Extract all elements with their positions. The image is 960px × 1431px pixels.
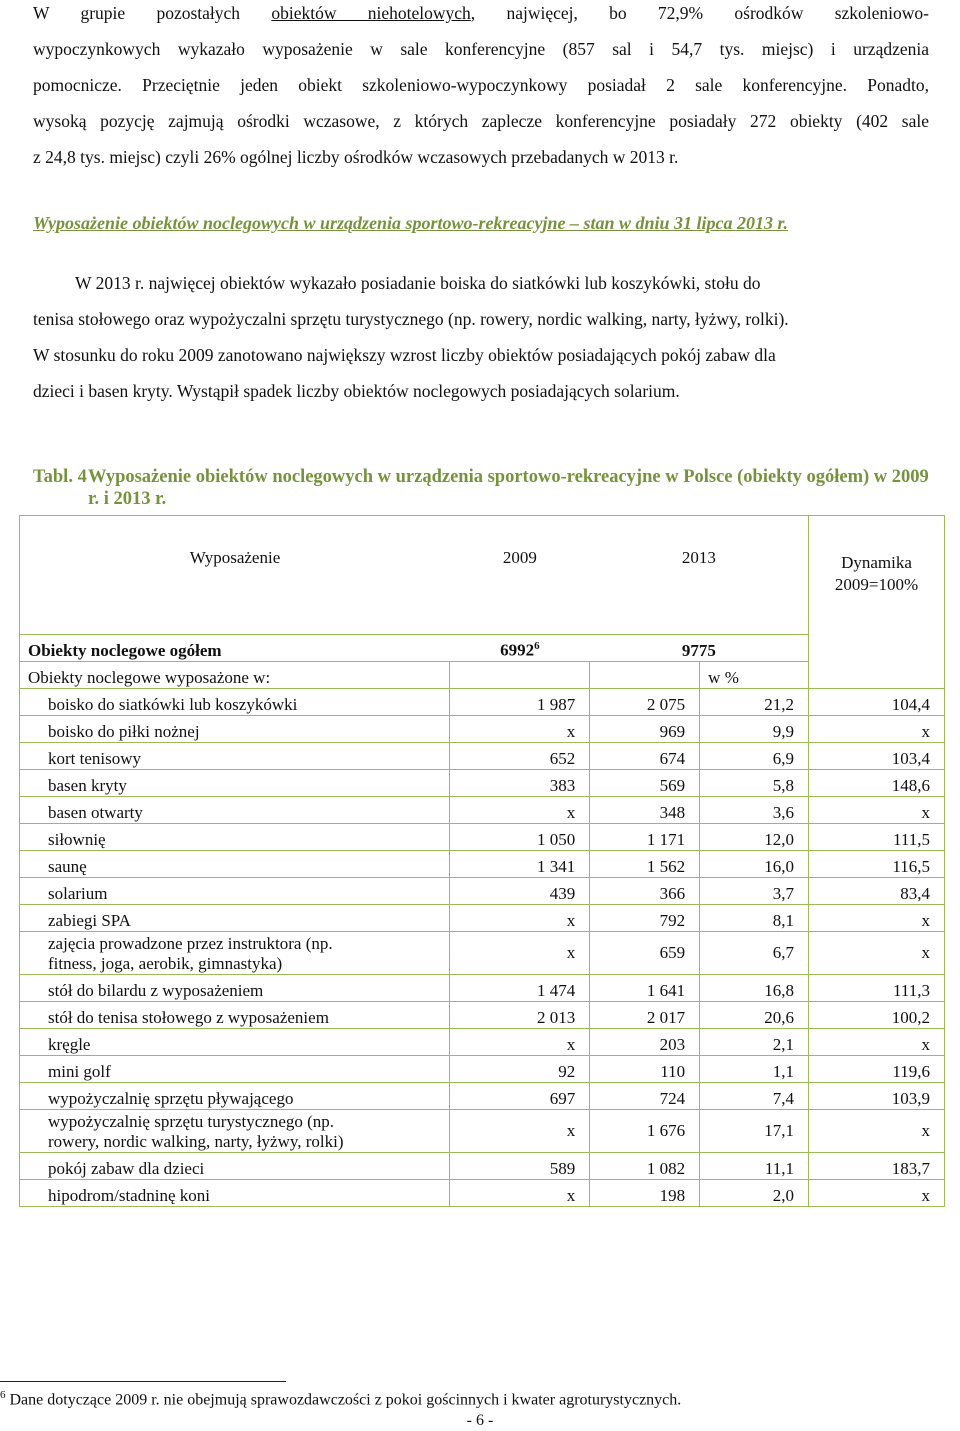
table-row (20, 878, 945, 905)
table-row (20, 689, 945, 716)
table-row (20, 1029, 945, 1056)
intro-line-5: z 24,8 tys. miejsc) czyli 26% ogólnej liczby ośrodków wczasowych przebadanych w 2013 r. (33, 147, 679, 167)
body-paragraph (33, 265, 929, 409)
row-value-2013: 366 (590, 878, 700, 905)
row-value-percent: 3,6 (700, 797, 809, 824)
row-value-dynamics: x (809, 1110, 945, 1153)
row-label: stół do bilardu z wyposażeniem (20, 975, 450, 1002)
table-row (20, 1056, 945, 1083)
row-value-percent: 16,0 (700, 851, 809, 878)
row-value-percent: 3,7 (700, 878, 809, 905)
row-value-dynamics: 111,3 (809, 975, 945, 1002)
row-value-2009: x (450, 905, 590, 932)
table-row (20, 1180, 945, 1207)
header-dynamika (809, 516, 945, 689)
total-label: Obiekty noclegowe ogółem (20, 635, 450, 662)
row-value-percent: 8,1 (700, 905, 809, 932)
row-value-dynamics: 103,4 (809, 743, 945, 770)
row-value-2009: 652 (450, 743, 590, 770)
row-value-2009: 92 (450, 1056, 590, 1083)
equipment-table (19, 515, 945, 1207)
table-caption-text: Wyposażenie obiektów noclegowych w urządzenia sportowo-rekreacyjne w Polsce (obiekty ogółem) w 2009 r. i 2013 r. (88, 467, 929, 509)
row-value-2013: 969 (590, 716, 700, 743)
row-value-2009: 697 (450, 1083, 590, 1110)
row-label: boisko do piłki nożnej (20, 716, 450, 743)
table-row (20, 851, 945, 878)
footnote-text: Dane dotyczące 2009 r. nie obejmują sprawozdawczości z pokoi gościnnych i kwater agroturystycznych. (5, 1391, 682, 1409)
row-label: boisko do siatkówki lub koszykówki (20, 689, 450, 716)
row-value-dynamics: x (809, 1029, 945, 1056)
row-value-percent: 2,1 (700, 1029, 809, 1056)
footnote-separator (0, 1381, 286, 1382)
row-value-2009: x (450, 716, 590, 743)
table-row (20, 743, 945, 770)
total-2009: 6992$^6$ (450, 635, 590, 662)
header-dynamika-base: 2009=100% (834, 575, 919, 594)
table-row (20, 1153, 945, 1180)
row-value-percent: 6,9 (700, 743, 809, 770)
body-line-1: W 2013 r. najwięcej obiektów wykazało posiadanie boiska do siatkówki lub koszykówki, stołu do (75, 273, 761, 293)
table-row (20, 905, 945, 932)
row-label: stół do tenisa stołowego z wyposażeniem (20, 1002, 450, 1029)
section-heading: Wyposażenie obiektów noclegowych w urządzenia sportowo-rekreacyjne – stan w dniu 31 lipca 2013 r. (33, 213, 789, 233)
row-label: hipodrom/stadninę koni (20, 1180, 450, 1207)
row-label-line-2: rowery, nordic walking, narty, łyżwy, rolki) (48, 1132, 344, 1151)
row-value-percent: 20,6 (700, 1002, 809, 1029)
row-label: kręgle (20, 1029, 450, 1056)
row-label-line-1: zajęcia prowadzone przez instruktora (np. (48, 934, 333, 953)
row-value-percent: 17,1 (700, 1110, 809, 1153)
row-label: basen kryty (20, 770, 450, 797)
intro-line-1: W grupie pozostałych obiektów niehotelowych, najwięcej, bo 72,9% ośrodków szkoleniowo- (33, 3, 929, 23)
header-wyposazenie: Wyposażenie (20, 516, 450, 635)
row-value-2009: 1 341 (450, 851, 590, 878)
row-value-percent: 16,8 (700, 975, 809, 1002)
row-label (20, 932, 450, 975)
row-label (20, 1110, 450, 1153)
intro-line-4: wysoką pozycję zajmują ośrodki wczasowe, z których zaplecze konferencyjne posiadały 272 obiekty (402 sale (33, 111, 929, 131)
header-2009: 2009 (450, 516, 590, 635)
row-value-dynamics: 103,9 (809, 1083, 945, 1110)
row-value-2013: 1 171 (590, 824, 700, 851)
table-row (20, 932, 945, 975)
row-value-2009: x (450, 1110, 590, 1153)
row-value-2013: 348 (590, 797, 700, 824)
row-value-dynamics: x (809, 797, 945, 824)
row-value-dynamics: 183,7 (809, 1153, 945, 1180)
table-row (20, 1110, 945, 1153)
body-line-3: W stosunku do roku 2009 zanotowano największy wzrost liczby obiektów posiadających pokój zabaw dla (33, 345, 776, 365)
table-row (20, 716, 945, 743)
footnote-number: 6 (0, 1389, 6, 1401)
table-row (20, 1002, 945, 1029)
row-value-dynamics: x (809, 905, 945, 932)
row-value-2009: 1 474 (450, 975, 590, 1002)
row-value-dynamics: x (809, 716, 945, 743)
row-value-dynamics: 104,4 (809, 689, 945, 716)
table-header-row (20, 516, 945, 635)
row-value-percent: 1,1 (700, 1056, 809, 1083)
row-value-2013: 674 (590, 743, 700, 770)
table-row (20, 975, 945, 1002)
row-value-2013: 1 082 (590, 1153, 700, 1180)
equipped-label: Obiekty noclegowe wyposażone w: (20, 662, 450, 689)
row-value-2013: 203 (590, 1029, 700, 1056)
row-value-2009: x (450, 1029, 590, 1056)
page-number: - 6 - (466, 1412, 494, 1429)
table-row (20, 770, 945, 797)
row-value-2013: 2 075 (590, 689, 700, 716)
intro-paragraph (33, 0, 929, 175)
row-value-2013: 2 017 (590, 1002, 700, 1029)
intro-line-3: pomocnicze. Przeciętnie jeden obiekt szkoleniowo-wypoczynkowy posiadał 2 sale konferencyjne. Ponadto, (33, 75, 929, 95)
row-value-dynamics: 116,5 (809, 851, 945, 878)
equipped-unit: w % (700, 662, 809, 689)
row-label-line-1: wypożyczalnię sprzętu turystycznego (np. (48, 1112, 335, 1131)
row-label: kort tenisowy (20, 743, 450, 770)
row-value-2009: x (450, 797, 590, 824)
intro-line-2: wypoczynkowych wykazało wyposażenie w sale konferencyjne (857 sal i 54,7 tys. miejsc) i urządzenia (33, 39, 929, 59)
header-dynamika-label: Dynamika (841, 553, 912, 572)
row-value-percent: 6,7 (700, 932, 809, 975)
row-value-percent: 21,2 (700, 689, 809, 716)
row-label: basen otwarty (20, 797, 450, 824)
row-value-percent: 5,8 (700, 770, 809, 797)
total-row (20, 635, 945, 662)
row-value-2013: 569 (590, 770, 700, 797)
row-value-2013: 198 (590, 1180, 700, 1207)
row-value-dynamics: 148,6 (809, 770, 945, 797)
row-value-dynamics: 111,5 (809, 824, 945, 851)
row-value-2009: x (450, 1180, 590, 1207)
row-value-percent: 7,4 (700, 1083, 809, 1110)
row-label-line-2: fitness, joga, aerobik, gimnastyka) (48, 954, 283, 973)
footnote (0, 1389, 960, 1409)
equipped-row (20, 662, 945, 689)
row-label: siłownię (20, 824, 450, 851)
row-value-percent: 11,1 (700, 1153, 809, 1180)
row-value-2013: 1 676 (590, 1110, 700, 1153)
row-value-2009: x (450, 932, 590, 975)
row-value-2013: 792 (590, 905, 700, 932)
row-value-2009: 589 (450, 1153, 590, 1180)
footnote-marker: 6 (534, 640, 540, 653)
row-label: zabiegi SPA (20, 905, 450, 932)
row-value-2009: 439 (450, 878, 590, 905)
table-row (20, 1083, 945, 1110)
row-value-2009: 383 (450, 770, 590, 797)
row-label: pokój zabaw dla dzieci (20, 1153, 450, 1180)
body-line-2: tenisa stołowego oraz wypożyczalni sprzętu turystycznego (np. rowery, nordic walking, narty, łyżwy, rolki). (33, 309, 789, 329)
row-value-2013: 724 (590, 1083, 700, 1110)
row-value-2009: 1 987 (450, 689, 590, 716)
row-value-dynamics: x (809, 1180, 945, 1207)
row-label: mini golf (20, 1056, 450, 1083)
row-value-dynamics: 100,2 (809, 1002, 945, 1029)
link-obiekty-niehotelowe[interactable]: obiektów niehotelowych (271, 3, 471, 23)
row-label: wypożyczalnię sprzętu pływającego (20, 1083, 450, 1110)
total-2013: 9775 (590, 635, 809, 662)
body-line-4: dzieci i basen kryty. Wystąpił spadek liczby obiektów noclegowych posiadających solarium. (33, 381, 680, 401)
row-value-2009: 2 013 (450, 1002, 590, 1029)
table-caption-number: Tabl. 4 (33, 467, 87, 487)
row-label: solarium (20, 878, 450, 905)
table-row (20, 797, 945, 824)
row-value-percent: 2,0 (700, 1180, 809, 1207)
row-value-percent: 12,0 (700, 824, 809, 851)
row-label: saunę (20, 851, 450, 878)
row-value-dynamics: x (809, 932, 945, 975)
table-body (20, 689, 945, 1207)
row-value-2009: 1 050 (450, 824, 590, 851)
row-value-2013: 659 (590, 932, 700, 975)
row-value-2013: 1 641 (590, 975, 700, 1002)
row-value-dynamics: 83,4 (809, 878, 945, 905)
row-value-2013: 1 562 (590, 851, 700, 878)
row-value-2013: 110 (590, 1056, 700, 1083)
header-2013: 2013 (590, 516, 809, 635)
row-value-percent: 9,9 (700, 716, 809, 743)
table-row (20, 824, 945, 851)
row-value-dynamics: 119,6 (809, 1056, 945, 1083)
